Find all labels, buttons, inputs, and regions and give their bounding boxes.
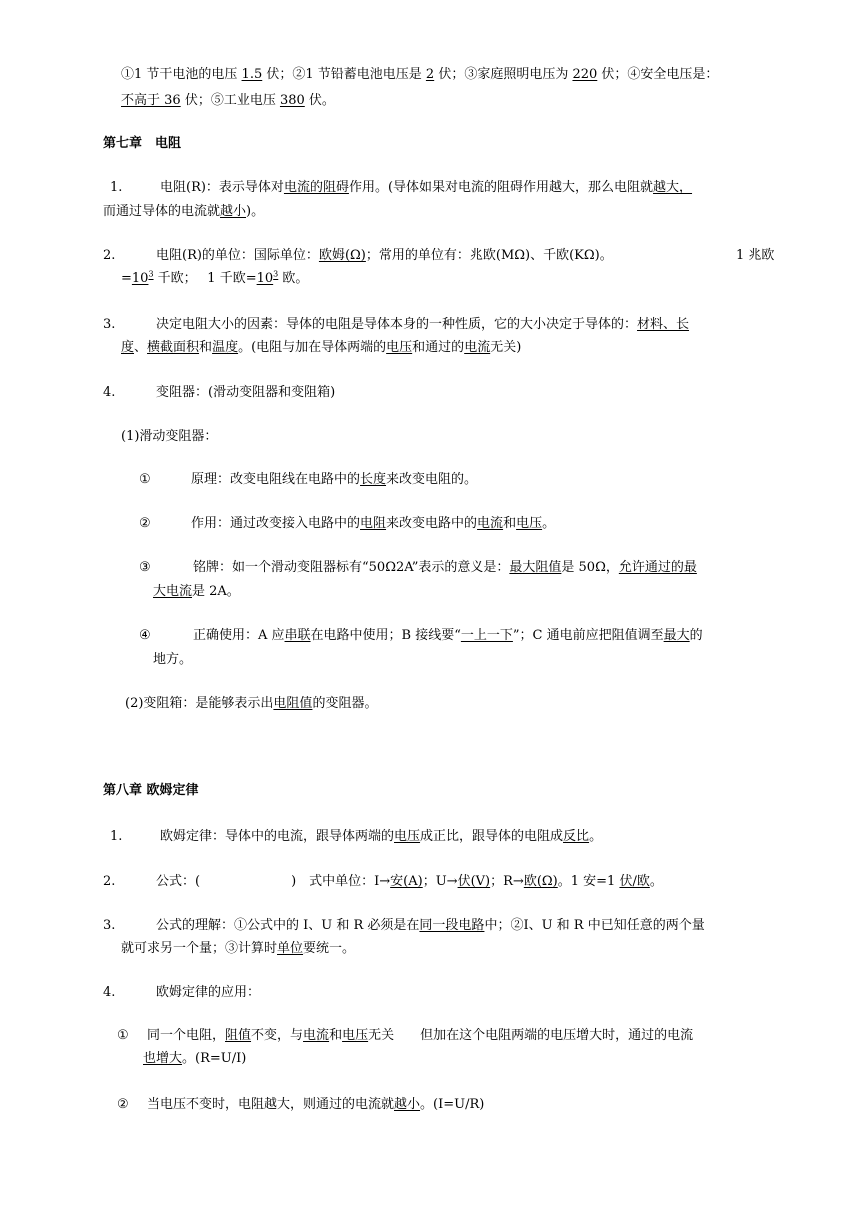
underlined-answer: 电流 xyxy=(477,516,504,531)
text-run: 和 xyxy=(329,1028,343,1043)
ch8-app-item1-line2 xyxy=(143,1050,246,1068)
text-run: 电阻(R)的单位：国际单位： xyxy=(156,248,319,263)
underlined-answer: 伏(V) xyxy=(457,874,491,889)
text-run: ①1 节干电池的电压 xyxy=(121,67,242,82)
text-run: 同一个电阻， xyxy=(147,1028,226,1043)
underlined-answer: 电压 xyxy=(386,340,413,355)
ch8-app-mark1: ① xyxy=(117,1028,129,1043)
text-run: 就可求另一个量；③计算时 xyxy=(121,941,278,956)
text-run: 欧。 xyxy=(278,271,309,286)
chapter8-title: 第八章 欧姆定律 xyxy=(103,783,199,798)
para-voltages-line2 xyxy=(121,92,335,110)
ch8-item1-line1 xyxy=(160,828,602,846)
underlined-answer: 电流 xyxy=(303,1028,330,1043)
text-run: 无关 但加在这个电阻两端的电压增大时，通过的电流 xyxy=(368,1028,694,1043)
underlined-answer: 越小 xyxy=(394,1097,421,1112)
ch7-sub1-item4-line1 xyxy=(193,627,703,645)
text-run: 。1 安=1 xyxy=(557,874,620,889)
text-run: 是 2A。 xyxy=(192,584,240,599)
text-run: 伏。 xyxy=(304,93,335,108)
text-run: 欧姆定律：导体中的电流，跟导体两端的 xyxy=(160,829,395,844)
underlined-answer: 380 xyxy=(279,93,305,108)
underlined-answer: 允许通过的最 xyxy=(618,560,697,575)
ch7-item2-line1-right xyxy=(736,247,774,265)
ch7-item1-line2 xyxy=(103,203,264,221)
underlined-answer: 电压 xyxy=(342,1028,369,1043)
text-run: 伏；④安全电压是： xyxy=(597,67,719,82)
ch8-item4-number: 4. xyxy=(103,985,116,1000)
underlined-answer: 单位 xyxy=(277,941,304,956)
underlined-answer: 安(A) xyxy=(390,874,423,889)
ch7-item2-line1 xyxy=(156,247,613,265)
ch7-item1-number: 1. xyxy=(110,180,123,195)
text-run: 、 xyxy=(134,340,148,355)
underlined-answer: 3 xyxy=(273,269,279,279)
ch7-sub1-mark3: ③ xyxy=(139,560,151,575)
underlined-answer: 最大阻值 xyxy=(509,560,562,575)
text-run: 要统一。 xyxy=(303,941,356,956)
ch7-item2-line2 xyxy=(121,270,308,288)
text-run: 无关) xyxy=(490,340,522,355)
text-run: = xyxy=(121,271,132,286)
text-run: 1 兆欧 xyxy=(736,248,775,263)
underlined-answer: 越大， xyxy=(653,180,693,195)
underlined-answer: 长度 xyxy=(360,472,387,487)
text-run: 。(电阻与加在导体两端的 xyxy=(238,340,387,355)
text-run: 成正比，跟导体的电阻成 xyxy=(420,829,564,844)
text-run: 来改变电阻的。 xyxy=(386,472,478,487)
ch8-item2-line1 xyxy=(156,873,663,891)
underlined-answer: 同一段电路 xyxy=(419,918,485,933)
text-run: 伏；⑤工业电压 xyxy=(180,93,280,108)
text-run: 伏；②1 节铅蓄电池电压是 xyxy=(262,67,426,82)
underlined-answer: 越小 xyxy=(220,204,247,219)
text-run: 千欧； 1 千欧= xyxy=(153,271,257,286)
underlined-answer: 电压 xyxy=(516,516,543,531)
underlined-answer: 10 xyxy=(131,271,149,286)
chapter7-title: 第七章 电阻 xyxy=(103,136,182,151)
underlined-answer: 阻值 xyxy=(225,1028,252,1043)
text-run: 。(I=U/R) xyxy=(420,1097,485,1112)
underlined-answer: 横截面积 xyxy=(147,340,200,355)
ch7-item3-line2 xyxy=(121,339,521,357)
underlined-answer: 2 xyxy=(425,67,435,82)
text-run: 作用。(导体如果对电流的阻碍作用越大，那么电阻就 xyxy=(348,180,654,195)
text-run: 。 xyxy=(589,829,603,844)
text-run: 决定电阻大小的因素：导体的电阻是导体本身的一种性质，它的大小决定于导体的： xyxy=(156,317,638,332)
text-run: 电阻(R)：表示导体对 xyxy=(160,180,284,195)
underlined-answer: 电阻 xyxy=(360,516,387,531)
text-run: 在电路中使用；B 接线要“ xyxy=(310,628,461,643)
text-run: 。 xyxy=(649,874,663,889)
underlined-answer: 电阻值 xyxy=(273,696,313,711)
underlined-answer: 反比 xyxy=(563,829,590,844)
text-run: 不变，与 xyxy=(251,1028,304,1043)
ch7-item2-number: 2. xyxy=(103,248,116,263)
text-run: 和通过的 xyxy=(412,340,465,355)
underlined-answer: 1.5 xyxy=(241,67,263,82)
text-run: 地方。 xyxy=(153,652,193,667)
text-run: 而通过导体的电流就 xyxy=(103,204,221,219)
underlined-answer: 欧(Ω) xyxy=(523,874,558,889)
text-run: 原理：改变电阻线在电路中的 xyxy=(191,472,361,487)
ch7-sub1-item4-line2 xyxy=(153,651,192,669)
underlined-answer: 电压 xyxy=(394,829,421,844)
text-run: 的变阻器。 xyxy=(312,696,378,711)
text-run: 公式的理解：①公式中的 I、U 和 R 必须是在 xyxy=(156,918,420,933)
underlined-answer: 伏/欧 xyxy=(619,874,650,889)
ch8-item3-number: 3. xyxy=(103,918,116,933)
ch7-item3-line1 xyxy=(156,316,689,334)
underlined-answer: 3 xyxy=(148,269,154,279)
underlined-answer: 串联 xyxy=(284,628,311,643)
text-run: 作用：通过改变接入电路中的 xyxy=(191,516,361,531)
text-run: 和 xyxy=(199,340,213,355)
ch7-sub1-mark4: ④ xyxy=(139,628,151,643)
text-run: 来改变电路中的 xyxy=(386,516,478,531)
ch7-item1-line1 xyxy=(160,179,692,197)
underlined-answer: 电流 xyxy=(464,340,491,355)
text-run: 铭牌：如一个滑动变阻器标有“50Ω2A”表示的意义是： xyxy=(193,560,510,575)
text-run: 是 50Ω， xyxy=(561,560,619,575)
ch8-item1-number: 1. xyxy=(110,829,123,844)
text-run: 公式：( ) 式中单位：I→ xyxy=(156,874,391,889)
ch7-item4-line1 xyxy=(156,384,335,402)
underlined-answer: 材料、长 xyxy=(637,317,690,332)
ch8-item2-number: 2. xyxy=(103,874,116,889)
underlined-answer: 220 xyxy=(572,67,598,82)
ch8-app-item1-line1 xyxy=(147,1027,693,1045)
text-run: )。 xyxy=(246,204,265,219)
underlined-answer: 大电流 xyxy=(153,584,193,599)
ch7-sub1-heading: (1)滑动变阻器： xyxy=(121,429,218,444)
ch7-sub1-mark2: ② xyxy=(139,516,151,531)
ch7-sub1-mark1: ① xyxy=(139,472,151,487)
underlined-answer: 温度 xyxy=(212,340,239,355)
text-run: 变阻器：(滑动变阻器和变阻箱) xyxy=(156,385,336,400)
ch8-item4-line1 xyxy=(156,984,260,1002)
para-voltages-line1 xyxy=(121,66,718,84)
underlined-answer: 10 xyxy=(256,271,274,286)
text-run: ；常用的单位有：兆欧(MΩ)、千欧(KΩ)。 xyxy=(365,248,613,263)
underlined-answer: 欧姆(Ω) xyxy=(318,248,366,263)
ch7-item4-number: 4. xyxy=(103,385,116,400)
text-run: 当电压不变时，电阻越大，则通过的电流就 xyxy=(147,1097,395,1112)
text-run: 中；②I、U 和 R 中已知任意的两个量 xyxy=(484,918,705,933)
text-run: 的 xyxy=(689,628,703,643)
text-run: ；R→ xyxy=(490,874,524,889)
ch8-item3-line1 xyxy=(156,917,705,935)
underlined-answer: 也增大 xyxy=(143,1051,183,1066)
ch8-app-mark2: ② xyxy=(117,1097,129,1112)
ch7-sub1-item3-line2 xyxy=(153,583,240,601)
text-run: 伏；③家庭照明电压为 xyxy=(434,67,573,82)
ch7-item3-number: 3. xyxy=(103,317,116,332)
ch8-app-item2-line1 xyxy=(147,1096,484,1114)
ch7-sub1-item2 xyxy=(191,515,555,533)
ch8-item3-line2 xyxy=(121,940,355,958)
text-run: (2)变阻箱：是能够表示出 xyxy=(125,696,274,711)
underlined-answer: 不高于 36 xyxy=(121,93,181,108)
text-run: 和 xyxy=(503,516,517,531)
underlined-answer: 电流的阻碍 xyxy=(283,180,349,195)
underlined-answer: 最大 xyxy=(663,628,690,643)
ch7-sub1-item3-line1 xyxy=(193,559,697,577)
ch7-sub2 xyxy=(125,695,377,713)
ch7-sub1-item1 xyxy=(191,471,477,489)
text-run: 。 xyxy=(542,516,556,531)
text-run: 正确使用：A 应 xyxy=(193,628,285,643)
underlined-answer: 度 xyxy=(121,340,135,355)
text-run: ”；C 通电前应把阻值调至 xyxy=(512,628,664,643)
text-run: ；U→ xyxy=(422,874,458,889)
underlined-answer: 一上一下 xyxy=(460,628,513,643)
text-run: 欧姆定律的应用： xyxy=(156,985,261,1000)
text-run: 。(R=U/I) xyxy=(182,1051,247,1066)
